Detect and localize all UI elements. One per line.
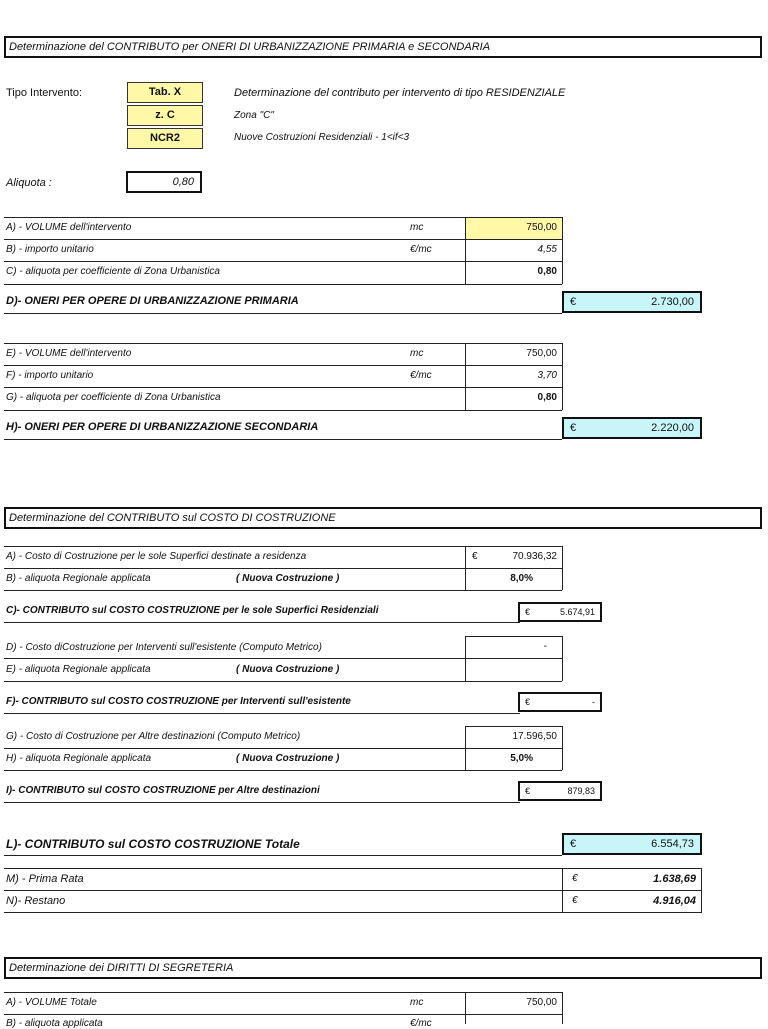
secondaria-row-e-label: E) - VOLUME dell'intervento	[6, 348, 132, 359]
segreteria-b-unit: €/mc	[410, 1018, 432, 1029]
costo-m-currency: €	[572, 873, 578, 884]
costo-f-label: F)- CONTRIBUTO sul COSTO COSTRUZIONE per Interventi sull'esistente	[6, 696, 351, 707]
secondaria-total-label: H)- ONERI PER OPERE DI URBANIZZAZIONE SECONDARIA	[6, 421, 319, 433]
primaria-row-b-value: 4,55	[537, 244, 557, 255]
secondaria-row-g-label: G) - aliquota per coefficiente di Zona Urbanistica	[6, 392, 221, 403]
primaria-total-label: D)- ONERI PER OPERE DI URBANIZZAZIONE PRIMARIA	[6, 295, 299, 307]
tag-tab: Tab. X	[127, 82, 203, 103]
costo-f-box	[518, 692, 602, 712]
primaria-row-b-label: B) - importo unitario	[6, 244, 94, 255]
primaria-row-a-unit: mc	[410, 222, 424, 233]
costo-m-value: 1.638,69	[653, 873, 696, 885]
costo-g-value: 17.596,50	[512, 731, 557, 742]
costo-n-currency: €	[572, 895, 578, 906]
costo-h-label: H) - aliquota Regionale applicata	[6, 753, 152, 764]
costo-e-note: ( Nuova Costruzione )	[236, 664, 340, 675]
costo-d-label: D) - Costo diCostruzione per Interventi sull'esistente (Computo Metrico)	[6, 642, 322, 653]
costo-c-value: 5.674,91	[559, 607, 595, 617]
tag-ncr: NCR2	[127, 128, 203, 149]
costo-n-label: N)- Restano	[6, 895, 66, 907]
costo-h-value: 5,0%	[510, 753, 533, 764]
aliquota-label: Aliquota :	[6, 177, 52, 189]
segreteria-a-value: 750,00	[526, 997, 557, 1008]
costo-g-label: G) - Costo di Costruzione per Altre destinazioni (Computo Metrico)	[6, 731, 301, 742]
costo-l-value: 6.554,73	[651, 838, 694, 850]
secondaria-row-e-unit: mc	[410, 348, 424, 359]
costo-i-currency: €	[525, 786, 531, 796]
primaria-row-c-value: 0,80	[537, 266, 557, 277]
secondaria-row-f-value: 3,70	[537, 370, 557, 381]
segreteria-a-label: A) - VOLUME Totale	[6, 997, 97, 1008]
primaria-row-c-label: C) - aliquota per coefficiente di Zona Urbanistica	[6, 266, 220, 277]
aliquota-value: 0,80	[126, 171, 202, 193]
costo-f-value: -	[592, 697, 595, 707]
costo-a-currency: €	[472, 551, 478, 562]
costo-a-label: A) - Costo di Costruzione per le sole Superfici destinate a residenza	[6, 551, 307, 562]
secondaria-total-value: 2.220,00	[651, 422, 694, 434]
costo-c-label: C)- CONTRIBUTO sul COSTO COSTRUZIONE per le sole Superfici Residenziali	[6, 605, 379, 616]
primaria-row-a-label: A) - VOLUME dell'intervento	[6, 222, 132, 233]
costo-f-currency: €	[525, 697, 531, 707]
costo-b-value: 8,0%	[510, 573, 533, 584]
secondaria-row-f-unit: €/mc	[410, 370, 432, 381]
costo-d-value: -	[543, 641, 547, 652]
costo-c-box	[518, 602, 602, 622]
secondaria-total-currency: €	[570, 422, 577, 434]
segreteria-title: Determinazione dei DIRITTI DI SEGRETERIA	[4, 957, 762, 979]
tag-description-ncr: Nuove Costruzioni Residenziali - 1<if<3	[234, 132, 410, 143]
secondaria-row-f-label: F) - importo unitario	[6, 370, 94, 381]
primaria-total-box	[562, 291, 702, 313]
costo-title: Determinazione del CONTRIBUTO sul COSTO DI COSTRUZIONE	[4, 507, 762, 529]
costo-h-note: ( Nuova Costruzione )	[236, 753, 340, 764]
secondaria-total-box	[562, 417, 702, 439]
costo-l-currency: €	[570, 838, 577, 850]
costo-e-label: E) - aliquota Regionale applicata	[6, 664, 151, 675]
primaria-total-currency: €	[570, 296, 577, 308]
segreteria-a-unit: mc	[410, 997, 424, 1008]
tag-description-tab: Determinazione del contributo per intervento di tipo RESIDENZIALE	[234, 87, 566, 99]
costo-i-value: 879,83	[567, 786, 595, 796]
costo-i-label: I)- CONTRIBUTO sul COSTO COSTRUZIONE per Altre destinazioni	[6, 785, 320, 796]
secondaria-row-g-value: 0,80	[537, 392, 557, 403]
tag-zona: z. C	[127, 105, 203, 126]
secondaria-row-e-value: 750,00	[526, 348, 557, 359]
urbanizzazione-title: Determinazione del CONTRIBUTO per ONERI DI URBANIZZAZIONE PRIMARIA e SECONDARIA	[4, 36, 762, 58]
costo-i-box	[518, 781, 602, 801]
costo-l-box	[562, 833, 702, 855]
costo-n-value: 4.916,04	[653, 895, 696, 907]
costo-b-label: B) - aliquota Regionale applicata	[6, 573, 151, 584]
costo-c-currency: €	[525, 607, 531, 617]
tipo-intervento-label: Tipo Intervento:	[6, 87, 83, 99]
primaria-row-a-value: 750,00	[526, 222, 557, 233]
tag-description-zona: Zona "C"	[234, 110, 274, 121]
segreteria-b-label: B) - aliquota applicata	[6, 1018, 103, 1029]
costo-b-note: ( Nuova Costruzione )	[236, 573, 340, 584]
primaria-row-b-unit: €/mc	[410, 244, 432, 255]
costo-a-value: 70.936,32	[512, 551, 557, 562]
primaria-total-value: 2.730,00	[651, 296, 694, 308]
costo-m-label: M) - Prima Rata	[6, 873, 84, 885]
costo-l-label: L)- CONTRIBUTO sul COSTO COSTRUZIONE Totale	[6, 837, 300, 851]
